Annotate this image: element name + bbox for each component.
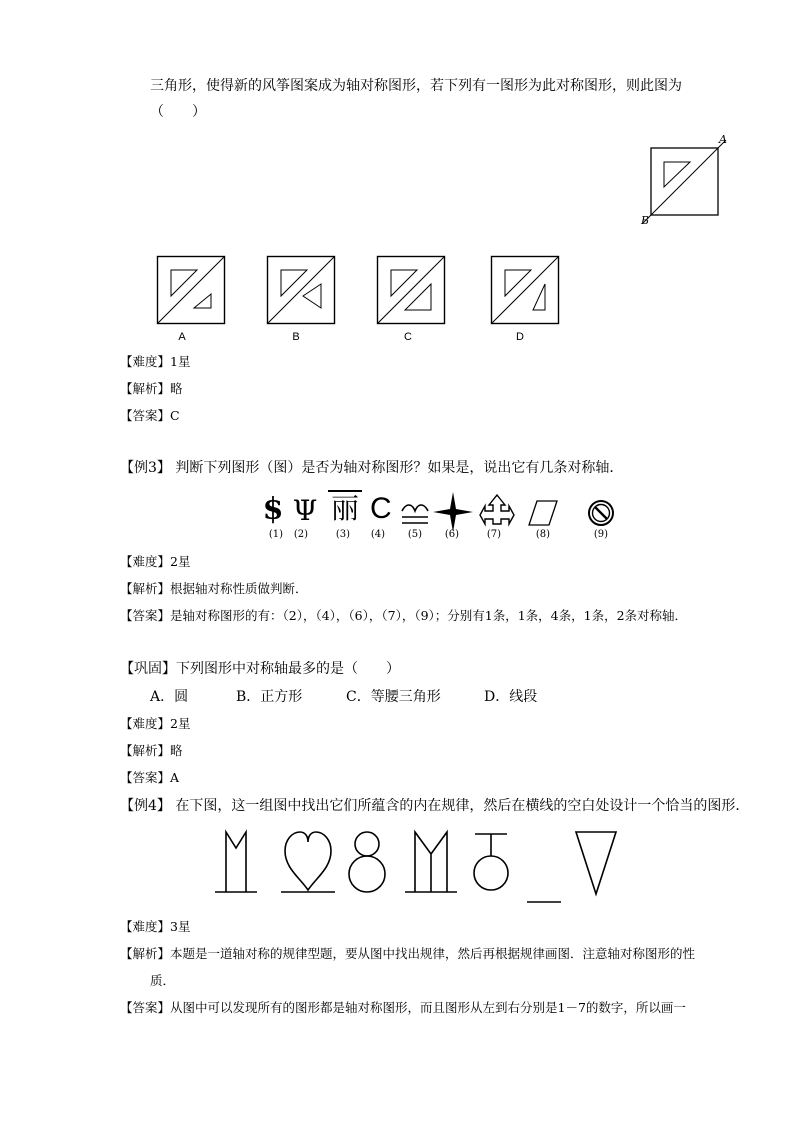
caption-2: (2) — [293, 529, 309, 540]
option-figure-b — [267, 256, 335, 324]
option-figure-d — [491, 256, 559, 324]
parallelogram-shape — [528, 500, 558, 526]
intro-line-1: 三角形，使得新的风筝图案成为轴对称图形，若下列有一图形为此对称图形，则此图为 — [150, 78, 682, 94]
ex4-answer: 【答案】从图中可以发现所有的图形都是轴对称图形，而且图形从左到右分别是1－7的数字，所以画一 — [120, 1000, 686, 1015]
ex3-question: 【例3】 判断下列图形（图）是否为轴对称图形？如果是，说出它有几条对称轴． — [120, 460, 624, 476]
gonggu-difficulty: 【难度】2星 — [120, 716, 191, 731]
option-label-b: B — [292, 331, 300, 343]
ex3-analysis: 【解析】根据轴对称性质做判断． — [120, 581, 308, 596]
prohibition-circle-icon — [587, 499, 615, 527]
intro-line-2: （ ） — [150, 104, 206, 120]
symbol-7 — [479, 494, 515, 528]
option-label-d: D — [516, 331, 524, 343]
caption-5: (5) — [407, 529, 423, 540]
kite-label-b: B — [641, 214, 650, 227]
kite-figure — [640, 135, 730, 230]
q1-answer: 【答案】C — [120, 408, 180, 423]
choice-b: B．正方形 — [236, 689, 303, 705]
c-letter: C — [370, 492, 392, 525]
ex4-analysis-line-2: 质． — [150, 973, 176, 988]
four-point-star-icon — [433, 492, 473, 532]
choice-d: D．线段 — [484, 689, 538, 705]
ex3-answer: 【答案】是轴对称图形的有：（2），（4），（6），（7），（9）；分别有1条，1条，4条，1条，2条对称轴． — [120, 608, 688, 623]
caption-6: (6) — [444, 529, 460, 540]
q1-analysis: 【解析】略 — [120, 381, 183, 396]
dollar-symbol: $ — [262, 492, 284, 527]
caption-4: (4) — [370, 529, 386, 540]
gonggu-answer: 【答案】A — [120, 770, 180, 785]
psi-symbol: Ψ — [292, 494, 318, 527]
caption-1: (1) — [268, 529, 284, 540]
option-figure-a — [157, 256, 225, 324]
option-label-a: A — [178, 331, 186, 343]
ex4-question: 【例4】 在下图，这一组图中找出它们所蕴含的内在规律，然后在横线的空白处设计一个恰当的图形． — [120, 798, 750, 814]
caption-9: (9) — [593, 529, 609, 540]
choice-c: C．等腰三角形 — [346, 689, 441, 705]
gonggu-analysis: 【解析】略 — [120, 743, 183, 758]
gonggu-question: 【巩固】下列图形中对称轴最多的是（ ） — [120, 661, 400, 677]
option-figure-c — [377, 256, 445, 324]
kite-label-a: A — [719, 133, 727, 146]
ex4-analysis-line-1: 【解析】本题是一道轴对称的规律型题，要从图中找出规律，然后再根据规律画图．注意轴对称图形的性 — [120, 946, 696, 961]
ex4-figures — [210, 828, 650, 908]
caption-3: (3) — [335, 529, 351, 540]
ex4-difficulty: 【难度】3星 — [120, 919, 191, 934]
caption-8: (8) — [535, 529, 551, 540]
option-label-c: C — [404, 331, 412, 343]
choice-a: A．圆 — [150, 689, 189, 705]
caption-7: (7) — [486, 529, 502, 540]
ex3-difficulty: 【难度】2星 — [120, 554, 191, 569]
li-character: 丽 — [330, 492, 359, 525]
q1-difficulty: 【难度】1星 — [120, 354, 191, 369]
symbol-5 — [400, 502, 430, 528]
